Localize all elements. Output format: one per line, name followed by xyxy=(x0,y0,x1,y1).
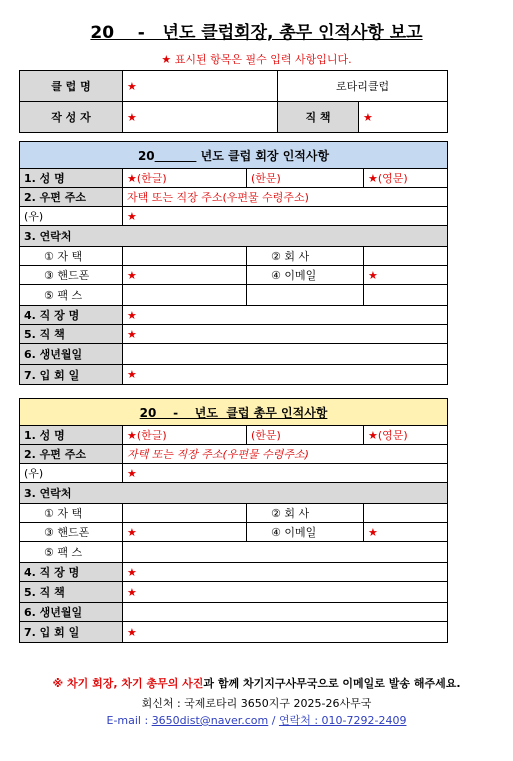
email-link[interactable]: 3650dist@naver.com xyxy=(151,714,269,727)
office-label: ② 회 사 xyxy=(247,247,364,266)
position-label: 5. 직 책 xyxy=(20,582,123,603)
writer-position-label: 직 책 xyxy=(278,102,359,133)
contact-label: 3. 연락처 xyxy=(20,226,448,247)
birthday-label: 6. 생년월일 xyxy=(20,344,123,365)
email-field[interactable]: ★ xyxy=(364,523,448,542)
president-table xyxy=(19,141,448,385)
office-field[interactable] xyxy=(364,247,448,266)
birthday-field[interactable] xyxy=(123,603,448,622)
join-date-field[interactable]: ★ xyxy=(123,365,448,385)
workplace-field[interactable]: ★ xyxy=(123,306,448,325)
phone-link[interactable]: 010-7292-2409 xyxy=(321,714,407,727)
workplace-label: 4. 직 장 명 xyxy=(20,563,123,582)
required-note: ★ 표시된 항목은 필수 입력 사항입니다. xyxy=(161,53,352,66)
writer-position-field[interactable]: ★ xyxy=(359,102,448,133)
mobile-field[interactable]: ★ xyxy=(123,523,247,542)
office-label: ② 회 사 xyxy=(247,504,364,523)
home-field[interactable] xyxy=(123,247,247,266)
address-field[interactable]: 자택 또는 직장 주소(우편물 수령주소) xyxy=(123,188,448,207)
position-field[interactable]: ★ xyxy=(123,582,448,603)
join-date-field[interactable]: ★ xyxy=(123,622,448,643)
home-label: ① 자 택 xyxy=(20,504,123,523)
reply-address: 회신처 : 국제로타리 3650지구 2025-26사무국 xyxy=(141,697,372,710)
fax-label: ⑤ 팩 스 xyxy=(20,542,123,563)
name-english-field[interactable]: ★(영문) xyxy=(364,426,448,445)
birthday-label: 6. 생년월일 xyxy=(20,603,123,622)
fax-label: ⑤ 팩 스 xyxy=(20,285,123,306)
club-name-label: 클 럽 명 xyxy=(20,71,123,102)
secretary-heading: 20 - 년도 클럽 총무 인적사항 xyxy=(20,399,448,426)
writer-label: 작 성 자 xyxy=(20,102,123,133)
zip-label: (우) xyxy=(20,464,123,483)
home-label: ① 자 택 xyxy=(20,247,123,266)
address-label: 2. 우편 주소 xyxy=(20,188,123,207)
club-info-table xyxy=(19,70,448,133)
club-name-value[interactable]: 로타리클럽 xyxy=(278,71,448,102)
name-korean-field[interactable]: ★(한글) xyxy=(123,426,247,445)
join-date-label: 7. 입 회 일 xyxy=(20,365,123,385)
workplace-field[interactable]: ★ xyxy=(123,563,448,582)
zip-label: (우) xyxy=(20,207,123,226)
fax-field[interactable] xyxy=(123,285,247,306)
name-hanja-field[interactable]: (한문) xyxy=(247,426,364,445)
page-title: 20 - 년도 클럽회장, 총무 인적사항 보고 xyxy=(90,23,423,43)
contact-label-text: 연락처 : xyxy=(278,714,322,727)
email-label: ④ 이메일 xyxy=(247,523,364,542)
name-hanja-field[interactable]: (한문) xyxy=(247,169,364,188)
zip-field[interactable]: ★ xyxy=(123,464,448,483)
club-name-field[interactable]: ★ xyxy=(123,71,278,102)
name-english-field[interactable]: ★(영문) xyxy=(364,169,448,188)
birthday-field[interactable] xyxy=(123,344,448,365)
president-heading: 20 년도 클럽 회장 인적사항 xyxy=(20,142,448,169)
writer-field[interactable]: ★ xyxy=(123,102,278,133)
email-label: ④ 이메일 xyxy=(247,266,364,285)
name-korean-field[interactable]: ★(한글) xyxy=(123,169,247,188)
fax-empty-2 xyxy=(364,285,448,306)
join-date-label: 7. 입 회 일 xyxy=(20,622,123,643)
office-field[interactable] xyxy=(364,504,448,523)
home-field[interactable] xyxy=(123,504,247,523)
submission-note: ※ 차기 회장, 차기 총무의 사진과 함께 차기지구사무국으로 이메일로 발송 해주세요. xyxy=(52,677,461,690)
address-field[interactable]: 자택 또는 직장 주소(우편물 수령주소) xyxy=(123,445,448,464)
mobile-field[interactable]: ★ xyxy=(123,266,247,285)
workplace-label: 4. 직 장 명 xyxy=(20,306,123,325)
email-field[interactable]: ★ xyxy=(364,266,448,285)
secretary-table xyxy=(19,398,448,643)
contact-info: E-mail : 3650dist@naver.com / 연락처 : 010-7292-2409 xyxy=(106,714,407,727)
mobile-label: ③ 핸드폰 xyxy=(20,266,123,285)
address-label: 2. 우편 주소 xyxy=(20,445,123,464)
name-label: 1. 성 명 xyxy=(20,169,123,188)
contact-label: 3. 연락처 xyxy=(20,483,448,504)
mobile-label: ③ 핸드폰 xyxy=(20,523,123,542)
position-label: 5. 직 책 xyxy=(20,325,123,344)
name-label: 1. 성 명 xyxy=(20,426,123,445)
fax-field[interactable] xyxy=(123,542,448,563)
position-field[interactable]: ★ xyxy=(123,325,448,344)
zip-field[interactable]: ★ xyxy=(123,207,448,226)
fax-empty-1 xyxy=(247,285,364,306)
